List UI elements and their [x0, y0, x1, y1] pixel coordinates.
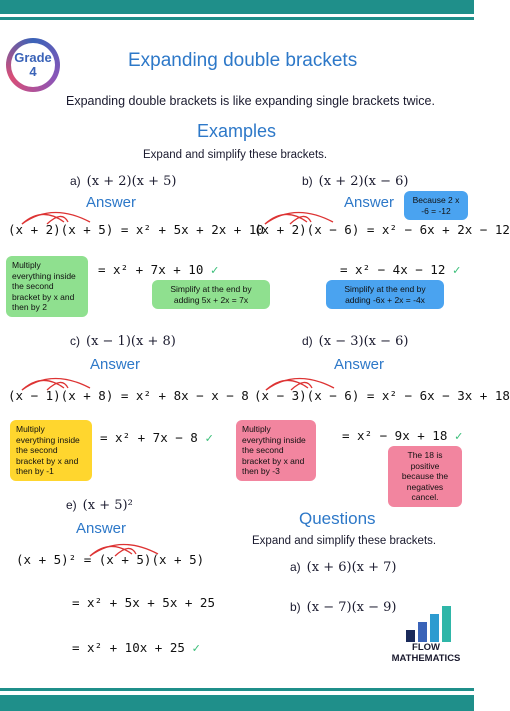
- example-b-answer-label: Answer: [344, 194, 395, 211]
- question-b-expr: (x − 7)(x − 9): [306, 600, 397, 615]
- logo-bar-icon: [442, 606, 451, 642]
- example-e-expr: (x + 5)²: [82, 498, 133, 513]
- example-c-answer-label: Answer: [90, 356, 141, 373]
- logo-line1: FLOW: [412, 642, 440, 653]
- logo-bar-icon: [406, 630, 415, 642]
- check-icon: ✓: [210, 262, 219, 277]
- page-title: Expanding double brackets: [128, 50, 358, 71]
- flow-mathematics-logo: [390, 606, 460, 664]
- logo-line2: MATHEMATICS: [391, 653, 461, 664]
- example-c-line2-text: = x² + 7x − 8: [100, 430, 198, 445]
- question-a: [290, 560, 396, 575]
- example-e-line2: = x² + 5x + 5x + 25: [72, 595, 215, 610]
- example-a-question: [70, 174, 176, 189]
- example-d-note2: The 18 is positive because the negatives cancel.: [388, 446, 462, 507]
- question-b-label: b): [290, 600, 301, 614]
- example-e-line3: [72, 640, 200, 655]
- example-a-note2: Simplify at the end by adding 5x + 2x = 7x: [152, 280, 270, 309]
- examples-instruction: Expand and simplify these brackets.: [143, 149, 328, 161]
- example-b-note2: Simplify at the end by adding -6x + 2x = -4x: [326, 280, 444, 309]
- grade-number: 4: [29, 64, 37, 79]
- example-c-expr: (x − 1)(x + 8): [86, 334, 176, 349]
- example-b-question: [302, 174, 408, 189]
- example-a-line2: [98, 262, 218, 277]
- example-a-line1: (x + 2)(x + 5) = x² + 5x + 2x + 10: [8, 222, 264, 237]
- questions-heading: Questions: [299, 509, 376, 528]
- example-a-answer-label: Answer: [86, 194, 137, 211]
- questions-instruction: Expand and simplify these brackets.: [252, 535, 437, 547]
- example-d-note1: Multiply everything inside the second bracket by x and then by -3: [236, 420, 316, 481]
- example-b-line2: [340, 262, 460, 277]
- example-d-line2: [342, 428, 462, 443]
- example-c-label: c): [70, 334, 80, 348]
- example-a-label: a): [70, 174, 81, 188]
- question-b: [290, 600, 396, 615]
- example-d-expr: (x − 3)(x − 6): [318, 334, 409, 349]
- grade-label: Grade: [14, 50, 52, 65]
- examples-heading: Examples: [197, 121, 277, 141]
- example-b-line2-text: = x² − 4x − 12: [340, 262, 446, 277]
- example-a-note1: Multiply everything inside the second bracket by x and then by 2: [6, 256, 88, 317]
- example-e-question: [66, 498, 133, 513]
- check-icon: ✓: [192, 640, 200, 655]
- example-a-expr: (x + 2)(x + 5): [86, 174, 177, 189]
- example-b-expr: (x + 2)(x − 6): [318, 174, 409, 189]
- example-e-line1: (x + 5)² = (x + 5)(x + 5): [16, 552, 205, 567]
- question-a-expr: (x + 6)(x + 7): [306, 560, 397, 575]
- example-b-line1: (x + 2)(x − 6) = x² − 6x + 2x − 12: [254, 222, 510, 237]
- example-e-label: e): [66, 498, 77, 512]
- check-icon: ✓: [205, 430, 213, 445]
- example-d-line1: (x − 3)(x − 6) = x² − 6x − 3x + 18: [254, 388, 510, 403]
- example-c-note1: Multiply everything inside the second bracket by x and then by -1: [10, 420, 92, 481]
- example-e-answer-label: Answer: [76, 520, 127, 537]
- example-d-line2-text: = x² − 9x + 18: [342, 428, 448, 443]
- intro-text: Expanding double brackets is like expanding single brackets twice.: [66, 94, 435, 108]
- bottom-bar: [0, 695, 474, 711]
- example-e-line3-text: = x² + 10x + 25: [72, 640, 185, 655]
- logo-text: [388, 642, 464, 664]
- grade-badge: [6, 38, 60, 92]
- example-c-line1: (x − 1)(x + 8) = x² + 8x − x − 8: [8, 388, 249, 403]
- top-bar: [0, 0, 474, 14]
- example-d-answer-label: Answer: [334, 356, 385, 373]
- check-icon: ✓: [452, 262, 461, 277]
- logo-bar-icon: [430, 614, 439, 642]
- example-c-question: [70, 334, 176, 349]
- example-c-line2: [100, 430, 213, 445]
- example-b-label: b): [302, 174, 313, 188]
- question-a-label: a): [290, 560, 301, 574]
- example-d-label: d): [302, 334, 313, 348]
- example-b-note1: Because 2 x -6 = -12: [404, 191, 468, 220]
- example-a-line2-text: = x² + 7x + 10: [98, 262, 204, 277]
- check-icon: ✓: [454, 428, 463, 443]
- example-d-question: [302, 334, 408, 349]
- logo-bar-icon: [418, 622, 427, 642]
